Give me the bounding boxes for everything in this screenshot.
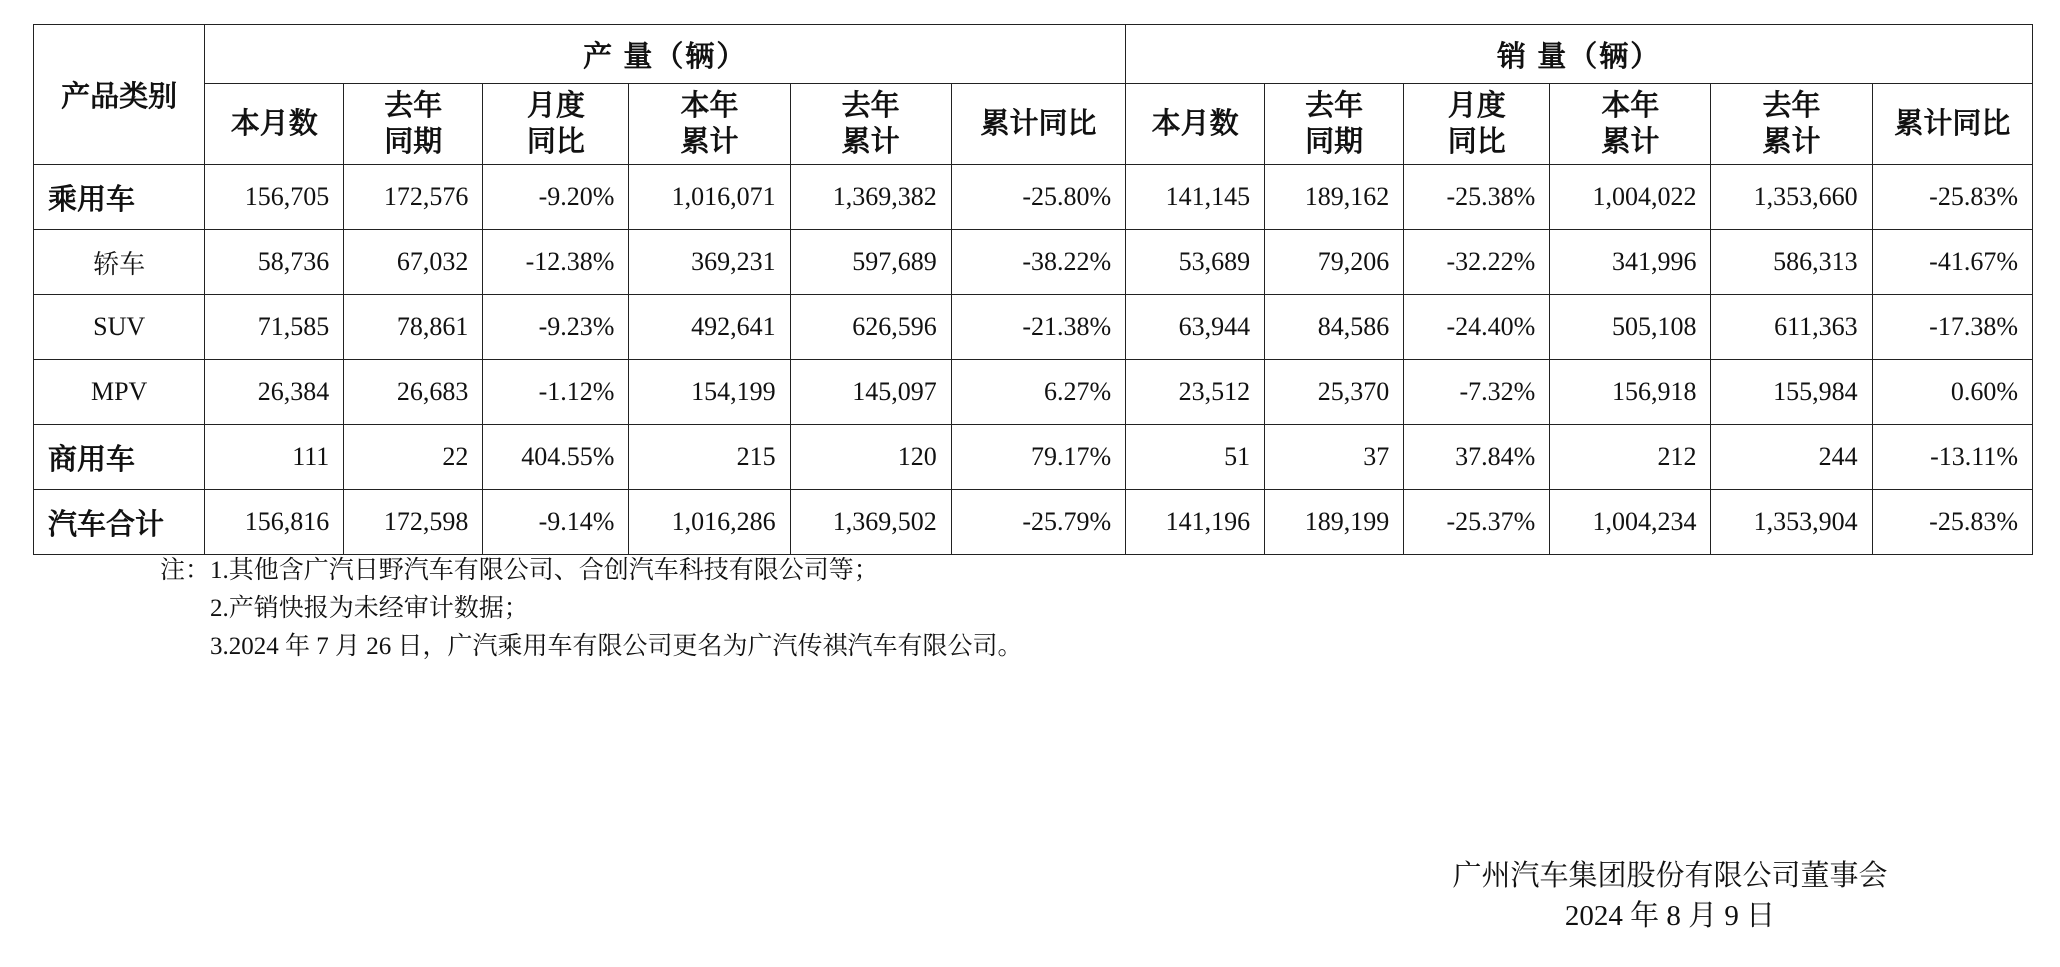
sales-value-cell: 156,918 [1550,360,1711,425]
sales-value-cell: -13.11% [1872,425,2032,490]
production-value-cell: 215 [629,425,790,490]
table-row [34,230,2033,295]
production-value-cell: -38.22% [951,230,1125,295]
sales-group-header: 销 量（辆） [1126,25,2033,84]
sales-value-cell: -25.83% [1872,490,2032,555]
signature-block [1400,856,1940,936]
col-header-line1: 本年 [1601,90,1660,122]
sales-value-cell: -25.37% [1404,490,1550,555]
sales-value-cell: 84,586 [1265,295,1404,360]
column-header-row [34,84,2033,165]
col-header-line1: 累计同比 [980,108,1097,140]
sales-value-cell: -7.32% [1404,360,1550,425]
sales-col-header [1711,84,1872,165]
sales-value-cell: 63,944 [1126,295,1265,360]
sales-value-cell: 1,353,660 [1711,165,1872,230]
sales-value-cell: 189,199 [1265,490,1404,555]
sales-value-cell: 141,196 [1126,490,1265,555]
signature-org: 广州汽车集团股份有限公司董事会 [1452,860,1888,892]
production-value-cell: -1.12% [483,360,629,425]
production-value-cell: 120 [790,425,951,490]
production-value-cell: 1,016,286 [629,490,790,555]
note-item-2: 2.产销快报为未经审计数据； [210,595,529,622]
production-value-cell: 78,861 [344,295,483,360]
col-header-line2: 累计 [680,126,739,158]
production-value-cell: 172,598 [344,490,483,555]
notes-prefix: 注： [160,557,211,584]
production-value-cell: 1,369,382 [790,165,951,230]
production-value-cell: -9.20% [483,165,629,230]
production-col-header [344,84,483,165]
col-header-line1: 去年 [841,90,900,122]
production-col-header [205,84,344,165]
sales-col-header [1872,84,2032,165]
sales-value-cell: -32.22% [1404,230,1550,295]
sales-value-cell: 23,512 [1126,360,1265,425]
note-item-3: 3.2024 年 7 月 26 日，广汽乘用车有限公司更名为广汽传祺汽车有限公司。 [210,633,1023,660]
sales-value-cell: 586,313 [1711,230,1872,295]
production-value-cell: 597,689 [790,230,951,295]
sales-value-cell: 1,004,022 [1550,165,1711,230]
col-header-line1: 月度 [526,90,585,122]
production-value-cell: 22 [344,425,483,490]
note-item-1: 1.其他含广汽日野汽车有限公司、合创汽车科技有限公司等； [210,557,879,584]
sales-value-cell: 341,996 [1550,230,1711,295]
production-value-cell: 626,596 [790,295,951,360]
row-category: MPV [34,360,205,425]
row-category: 汽车合计 [34,490,205,555]
production-value-cell: 26,683 [344,360,483,425]
col-header-line1: 去年 [384,90,443,122]
col-header-line1: 本月数 [1151,108,1239,140]
production-value-cell: 26,384 [205,360,344,425]
table-body [34,165,2033,555]
production-col-header [790,84,951,165]
row-category: SUV [34,295,205,360]
col-header-line2: 累计 [1601,126,1660,158]
col-header-line1: 去年 [1305,90,1364,122]
sales-value-cell: 0.60% [1872,360,2032,425]
production-value-cell: 111 [205,425,344,490]
production-value-cell: 6.27% [951,360,1125,425]
sales-value-cell: 79,206 [1265,230,1404,295]
production-value-cell: -9.14% [483,490,629,555]
production-value-cell: -21.38% [951,295,1125,360]
production-value-cell: 58,736 [205,230,344,295]
production-value-cell: 67,032 [344,230,483,295]
production-value-cell: -9.23% [483,295,629,360]
sales-value-cell: -41.67% [1872,230,2032,295]
notes-section [160,552,1023,666]
col-header-line1: 月度 [1447,90,1506,122]
col-header-line1: 本月数 [230,108,318,140]
sales-value-cell: 189,162 [1265,165,1404,230]
sales-value-cell: 1,004,234 [1550,490,1711,555]
production-value-cell: 154,199 [629,360,790,425]
production-col-header [951,84,1125,165]
production-value-cell: -12.38% [483,230,629,295]
production-value-cell: 369,231 [629,230,790,295]
sales-value-cell: 155,984 [1711,360,1872,425]
sales-value-cell: 37.84% [1404,425,1550,490]
col-header-line2: 累计 [1762,126,1821,158]
production-group-header: 产 量（辆） [205,25,1126,84]
col-header-line1: 本年 [680,90,739,122]
col-header-line2: 累计 [841,126,900,158]
sales-value-cell: 212 [1550,425,1711,490]
sales-value-cell: 244 [1711,425,1872,490]
production-value-cell: 71,585 [205,295,344,360]
sales-value-cell: 141,145 [1126,165,1265,230]
row-category: 乘用车 [34,165,205,230]
sales-value-cell: -25.38% [1404,165,1550,230]
sales-value-cell: 51 [1126,425,1265,490]
production-col-header [483,84,629,165]
sales-value-cell: -24.40% [1404,295,1550,360]
table-row [34,360,2033,425]
col-header-line1: 去年 [1762,90,1821,122]
sales-value-cell: 1,353,904 [1711,490,1872,555]
sales-col-header [1404,84,1550,165]
sales-col-header [1550,84,1711,165]
col-header-line2: 同期 [384,126,443,158]
row-category: 商用车 [34,425,205,490]
sales-value-cell: -17.38% [1872,295,2032,360]
production-value-cell: 79.17% [951,425,1125,490]
production-value-cell: 156,705 [205,165,344,230]
table-row [34,425,2033,490]
signature-date: 2024 年 8 月 9 日 [1564,900,1776,932]
production-value-cell: -25.79% [951,490,1125,555]
sales-value-cell: -25.83% [1872,165,2032,230]
row-category: 轿车 [34,230,205,295]
sales-col-header [1265,84,1404,165]
table-row [34,490,2033,555]
col-header-line2: 同比 [1447,126,1506,158]
production-sales-table [33,24,2033,555]
col-header-line1: 累计同比 [1894,108,2011,140]
production-value-cell: 1,369,502 [790,490,951,555]
production-value-cell: 145,097 [790,360,951,425]
col-header-line2: 同期 [1305,126,1364,158]
sales-col-header [1126,84,1265,165]
production-value-cell: 156,816 [205,490,344,555]
table-row [34,295,2033,360]
sales-value-cell: 505,108 [1550,295,1711,360]
production-value-cell: 492,641 [629,295,790,360]
table-row [34,165,2033,230]
production-value-cell: 172,576 [344,165,483,230]
sales-value-cell: 25,370 [1265,360,1404,425]
production-value-cell: -25.80% [951,165,1125,230]
sales-value-cell: 53,689 [1126,230,1265,295]
production-value-cell: 1,016,071 [629,165,790,230]
sales-value-cell: 611,363 [1711,295,1872,360]
production-value-cell: 404.55% [483,425,629,490]
category-header: 产品类别 [34,25,205,165]
col-header-line2: 同比 [526,126,585,158]
sales-value-cell: 37 [1265,425,1404,490]
production-col-header [629,84,790,165]
